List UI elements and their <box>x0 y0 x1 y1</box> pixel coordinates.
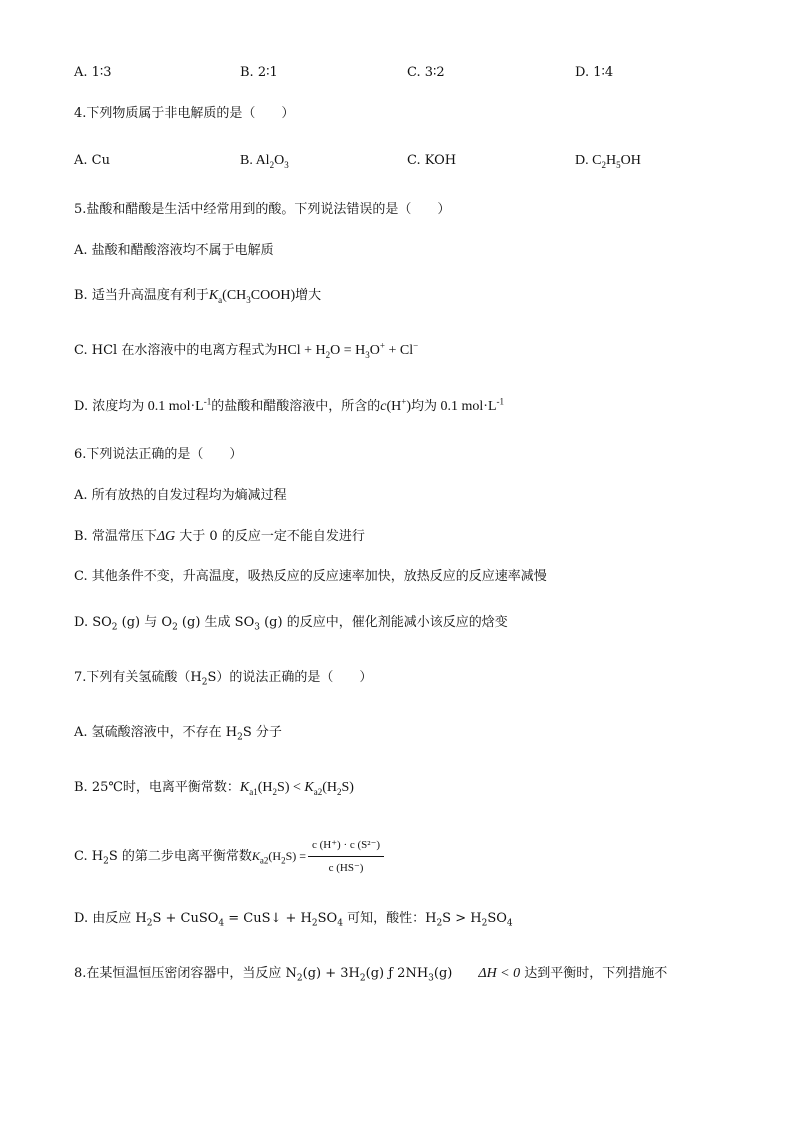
q5-option-c: C. HCl 在水溶液中的电离方程式为HCl + $H_2O = H_3O^+ + Cl^-$ <box>74 340 419 360</box>
q6-stem: 6.下列说法正确的是（ ） <box>74 447 243 462</box>
q3-option-c: C. 3∶2 <box>407 65 445 80</box>
q7-stem: 7.下列有关氢硫酸$(H_2S)$的说法正确的是（ ） <box>74 670 373 688</box>
q4-option-a: A. Cu <box>74 153 110 168</box>
q5-option-d: D. 浓度均为 0.1 $mol\cdot L^{-1}$的盐酸和醋酸溶液中，所含的c(H+)均为 0.1 $mol\cdot L^{-1}$ <box>74 396 505 414</box>
q6-option-c: C. 其他条件不变，升高温度，吸热反应的反应速率加快，放热反应的反应速率减慢 <box>74 569 547 584</box>
q7-option-d: D. 由反应 $H_2S$ + CuSO$_4$ = CuS↓ + $H_2SO_4$ 可知，酸性：$H_2S > H_2SO_4$ <box>74 911 513 929</box>
q4-option-c: C. KOH <box>407 153 457 168</box>
q7-option-a: A. 氢硫酸溶液中，不存在 $H_2S$ 分子 <box>74 725 282 743</box>
q6-option-b: B. 常温常压下ΔG 大于 0 的反应一定不能自发进行 <box>74 529 365 544</box>
q4-stem: 4.下列物质属于非电解质的是（ ） <box>74 106 295 121</box>
fraction-denominator: c (HS⁻) <box>328 862 364 874</box>
q3-option-b: B. 2∶1 <box>240 65 278 80</box>
q7-option-c: C. $H_2S$ 的第二步电离平衡常数$K_{a2}(H_2S)$ = $\frac{\text{c (H⁺) · c (S²⁻)}}{c (HS^-)}$ <box>74 836 384 877</box>
q5-stem: 5.盐酸和醋酸是生活中经常用到的酸。下列说法错误的是（ ） <box>74 202 451 217</box>
q5-option-b: B. 适当升高温度有利于$K_a(CH_3COOH)$增大 <box>74 288 322 305</box>
q7-option-b: B. 25℃时，电离平衡常数：$K_{a1}(H_2S) < K_{a2}(H_2S)$ <box>74 780 354 797</box>
q3-option-a: A. 1∶3 <box>74 65 112 80</box>
q6-option-d: D. $SO_2$ (g) 与 $O_2$ (g) 生成 $SO_3$ (g) 的反应中，催化剂能减小该反应的焓变 <box>74 615 508 633</box>
q4-option-b: B. $Al_2O_3$ <box>240 153 289 170</box>
q6-option-a: A. 所有放热的自发过程均为熵减过程 <box>74 488 287 503</box>
q3-option-d: D. 1∶4 <box>575 65 614 80</box>
q4-option-d: D. $C_2H_5OH$ <box>575 153 641 170</box>
q8-stem: 8.在某恒温恒压密闭容器中，当反应 $N_2(g) + 3H_2(g)$ ƒ $2NH_3(g) \Delta H < 0$ 达到平衡时，下列措施不 <box>74 966 668 984</box>
q5-option-a: A. 盐酸和醋酸溶液均不属于电解质 <box>74 243 274 258</box>
ka2-fraction <box>308 836 384 877</box>
fraction-numerator: c (H⁺) · c (S²⁻) <box>308 836 384 857</box>
